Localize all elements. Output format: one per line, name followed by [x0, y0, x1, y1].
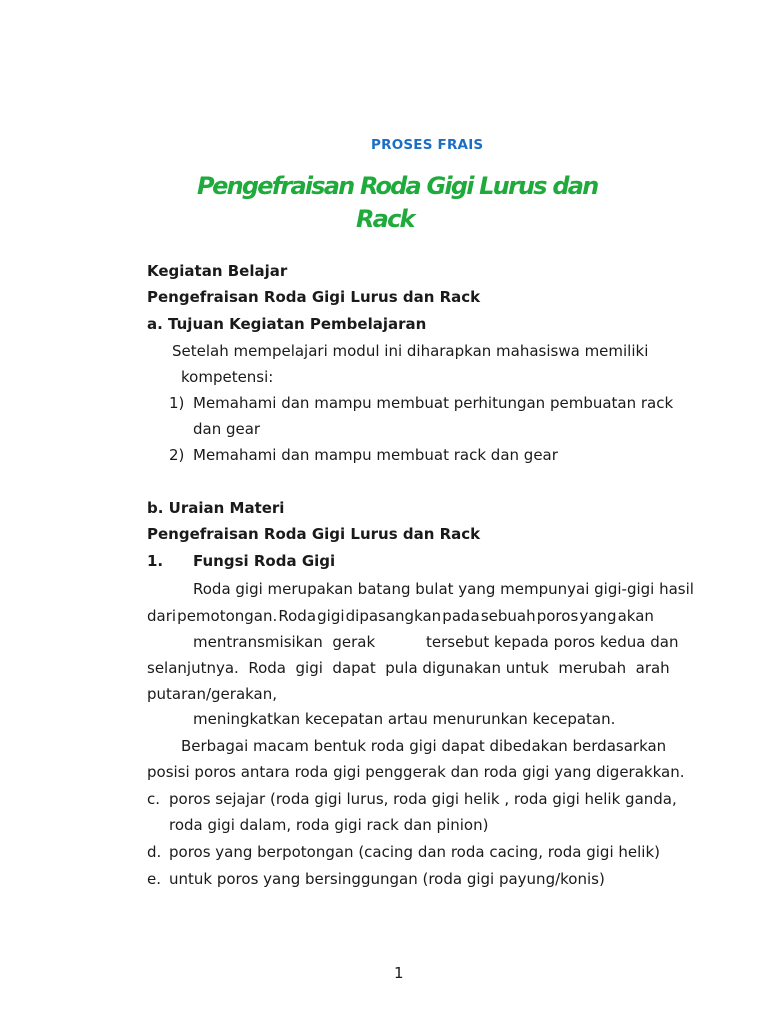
list-item: poros sejajar (roda gigi lurus, roda gigi helik , roda gigi helik ganda, — [169, 790, 677, 808]
word: Roda — [278, 607, 317, 625]
objective-marker: 1) — [169, 394, 185, 412]
paragraph-line: meningkatkan kecepatan artau menurunkan kecepatan. — [193, 710, 616, 728]
objective-marker: 2) — [169, 446, 185, 464]
section-label: PROSES FRAIS — [371, 137, 484, 153]
activity-label: Kegiatan Belajar — [147, 262, 288, 280]
word: pemotongan. — [177, 607, 278, 625]
objectives-heading: a. Tujuan Kegiatan Pembelajaran — [147, 315, 427, 333]
word: pada — [442, 607, 480, 625]
subsection-title: Fungsi Roda Gigi — [193, 552, 336, 570]
activity-title: Pengefraisan Roda Gigi Lurus dan Rack — [147, 288, 481, 306]
document-title-line-2: Rack — [356, 205, 414, 233]
paragraph-line: selanjutnya. Roda gigi dapat pula digunakan untuk merubah arah — [147, 659, 670, 677]
list-marker: e. — [147, 870, 161, 888]
word: akan — [617, 607, 654, 625]
subsection-number: 1. — [147, 552, 164, 570]
word: gigi — [317, 607, 345, 625]
paragraph-line: mentransmisikan gerak — [193, 633, 376, 651]
paragraph-line: putaran/gerakan, — [147, 685, 278, 703]
paragraph-line-justified — [147, 606, 654, 626]
objective-item: Memahami dan mampu membuat rack dan gear — [193, 446, 558, 464]
paragraph-line: tersebut kepada poros kedua dan — [426, 633, 679, 651]
list-item: untuk poros yang bersinggungan (roda gigi payung/konis) — [169, 870, 605, 888]
document-title-line-1: Pengefraisan Roda Gigi Lurus dan — [197, 172, 598, 200]
objectives-lead-continued: kompetensi: — [181, 368, 274, 386]
word: poros — [536, 607, 579, 625]
word: sebuah — [480, 607, 536, 625]
list-marker: c. — [147, 790, 161, 808]
material-heading: b. Uraian Materi — [147, 499, 285, 517]
material-title: Pengefraisan Roda Gigi Lurus dan Rack — [147, 525, 481, 543]
paragraph-line: Berbagai macam bentuk roda gigi dapat dibedakan berdasarkan — [181, 737, 667, 755]
objective-item-continued: dan gear — [193, 420, 261, 438]
word: dipasangkan — [345, 607, 442, 625]
page-number: 1 — [394, 964, 404, 982]
list-item-continued: roda gigi dalam, roda gigi rack dan pinion) — [169, 816, 489, 834]
paragraph-line: Roda gigi merupakan batang bulat yang mempunyai gigi-gigi hasil — [193, 580, 694, 598]
word: yang — [579, 607, 617, 625]
word: dari — [147, 607, 177, 625]
objective-item: Memahami dan mampu membuat perhitungan pembuatan rack — [193, 394, 674, 412]
list-item: poros yang berpotongan (cacing dan roda cacing, roda gigi helik) — [169, 843, 660, 861]
paragraph-line: posisi poros antara roda gigi penggerak dan roda gigi yang digerakkan. — [147, 763, 685, 781]
list-marker: d. — [147, 843, 162, 861]
objectives-lead: Setelah mempelajari modul ini diharapkan mahasiswa memiliki — [172, 342, 649, 360]
